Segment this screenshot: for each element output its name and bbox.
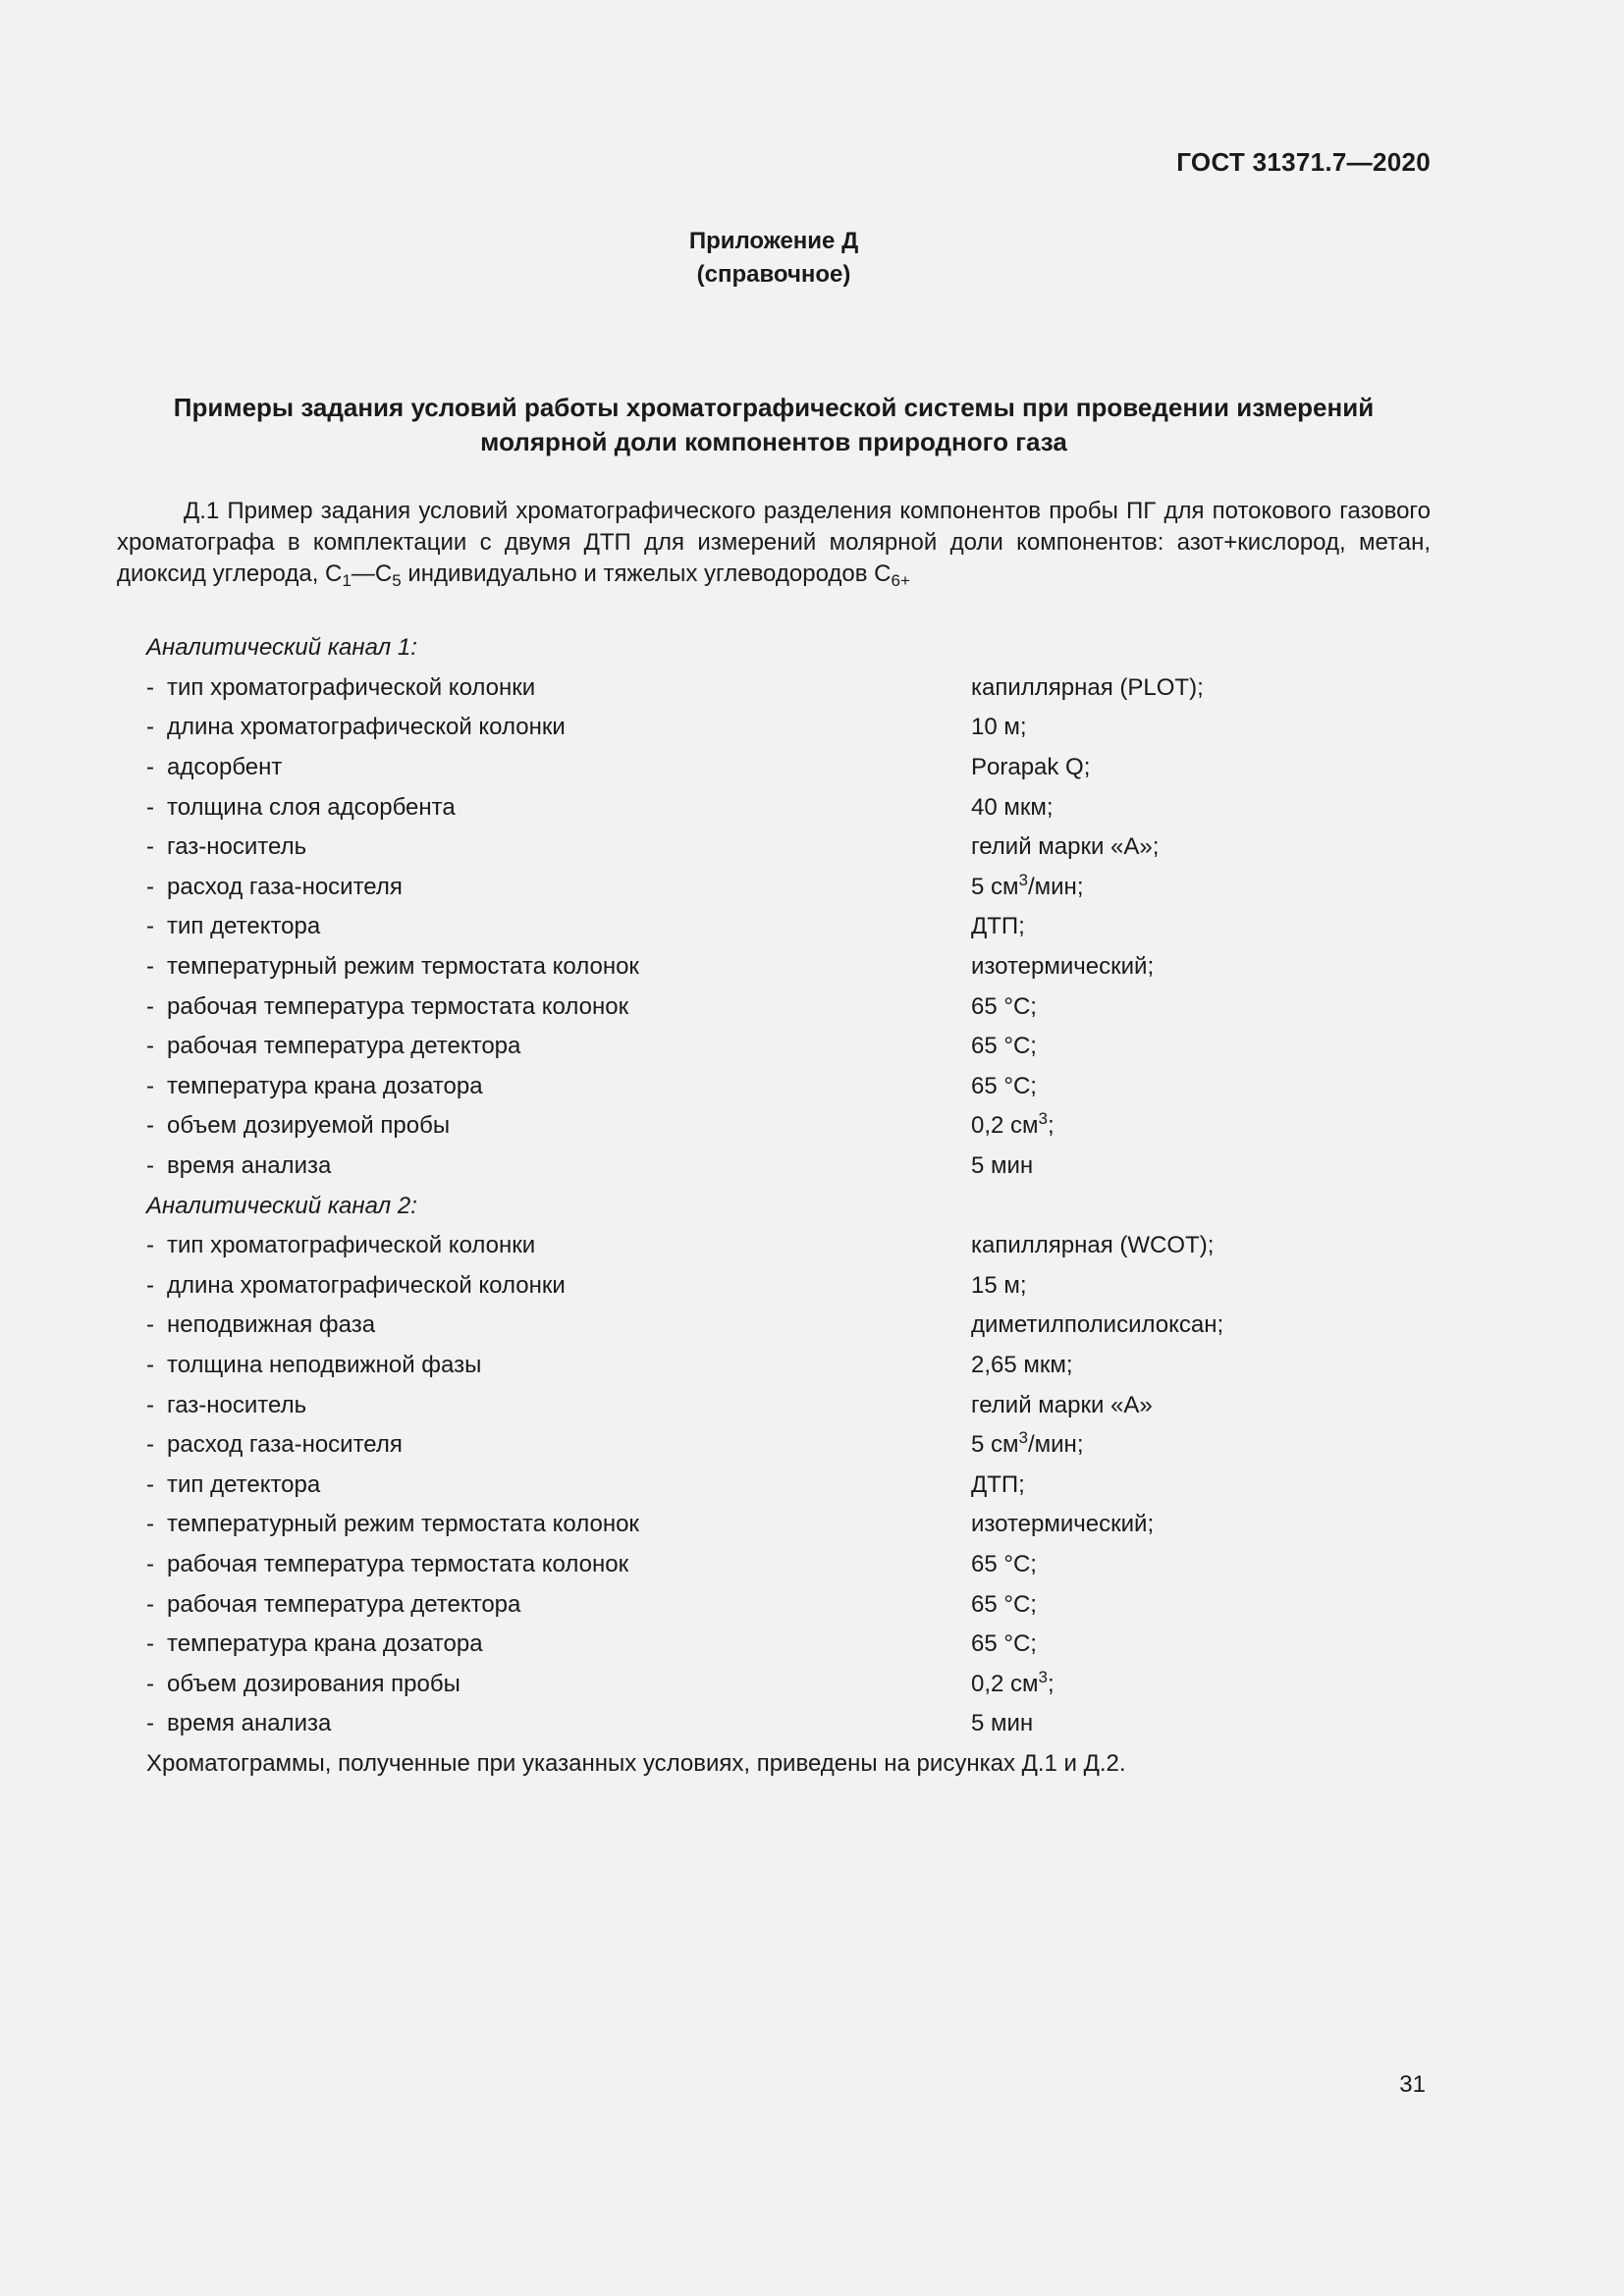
spec-label: [146, 754, 971, 781]
spec-label: [146, 1431, 971, 1459]
dash-marker: -: [146, 754, 154, 781]
appendix-type: (справочное): [696, 261, 851, 288]
dash-marker: -: [146, 1670, 154, 1697]
dash-marker: -: [146, 1072, 154, 1099]
value-superscript: 3: [1038, 1109, 1048, 1129]
spec-value: капиллярная (PLOT);: [971, 673, 1204, 701]
spec-row: [146, 868, 1442, 908]
spec-label: [146, 674, 971, 702]
intro-text: Д.1 Пример задания условий хроматографического разделения компонентов пробы ПГ для потокового газового хроматографа в комплектации с двумя ДТП для измерений молярной доли компонентов: азот+кислород, метан, диоксид углерода, С: [117, 498, 1431, 587]
spec-label-text: тип детектора: [167, 913, 321, 940]
spec-label-text: длина хроматографической колонки: [167, 714, 566, 741]
spec-row: [146, 1266, 1442, 1307]
dash-marker: -: [146, 1271, 154, 1299]
dash-marker: -: [146, 1152, 154, 1180]
spec-label-text: объем дозируемой пробы: [167, 1112, 451, 1140]
spec-label-text: рабочая температура детектора: [167, 1590, 521, 1618]
value-text: 0,2 см: [971, 1670, 1039, 1697]
spec-row: [146, 1106, 1442, 1147]
value-superscript: 3: [1038, 1667, 1048, 1686]
spec-row: [146, 1067, 1442, 1107]
spec-label-text: температура крана дозатора: [167, 1630, 483, 1658]
spec-row: [146, 1545, 1442, 1585]
spec-row: [146, 708, 1442, 748]
spec-label-text: температурный режим термостата колонок: [167, 953, 639, 981]
spec-row: [146, 1704, 1442, 1744]
dash-marker: -: [146, 953, 154, 981]
spec-label-text: адсорбент: [167, 754, 283, 781]
spec-label-text: расход газа-носителя: [167, 1431, 403, 1459]
spec-row: [146, 1505, 1442, 1545]
value-text: ;: [1048, 1112, 1055, 1140]
spec-row: [146, 1385, 1442, 1425]
spec-value: гелий марки «А»;: [971, 833, 1160, 861]
spec-row: [146, 1147, 1442, 1187]
value-text: 0,2 см: [971, 1112, 1039, 1140]
spec-row: [146, 1625, 1442, 1665]
appendix-title: Приложение Д: [688, 228, 859, 254]
value-text: /мин;: [1027, 873, 1084, 900]
dash-marker: -: [146, 913, 154, 940]
spec-row: [146, 947, 1442, 988]
spec-row: [146, 1226, 1442, 1266]
chromatogram-note: Хроматограммы, полученные при указанных условиях, приведены на рисунках Д.1 и Д.2.: [146, 1749, 1126, 1777]
page-number: 31: [1399, 2071, 1426, 2098]
value-text: /мин;: [1027, 1431, 1084, 1459]
spec-label-text: рабочая температура термостата колонок: [167, 1550, 629, 1577]
dash-marker: -: [146, 793, 154, 821]
spec-value: 2,65 мкм;: [971, 1351, 1073, 1378]
spec-label-text: рабочая температура детектора: [167, 1033, 521, 1060]
spec-label: [146, 1710, 971, 1737]
spec-value: [971, 1109, 1055, 1140]
spec-label-text: температура крана дозатора: [167, 1072, 483, 1099]
spec-label: [146, 1272, 971, 1300]
spec-row: [146, 1027, 1442, 1067]
spec-label-text: толщина слоя адсорбента: [167, 793, 456, 821]
spec-row: [146, 907, 1442, 947]
intro-text-middle: индивидуально и тяжелых углеводородов С: [401, 561, 892, 587]
value-superscript: 3: [1018, 1428, 1028, 1448]
spec-row: [146, 1465, 1442, 1505]
spec-value: 65 °С;: [971, 1630, 1037, 1658]
spec-label-text: газ-носитель: [167, 833, 307, 861]
spec-value: 5 мин: [971, 1152, 1034, 1180]
spec-row: [146, 1425, 1442, 1466]
spec-label: [146, 1392, 971, 1419]
spec-value: гелий марки «А»: [971, 1391, 1153, 1418]
spec-label-text: рабочая температура термостата колонок: [167, 992, 629, 1020]
dash-marker: -: [146, 1710, 154, 1737]
dash-marker: -: [146, 1351, 154, 1378]
dash-marker: -: [146, 1232, 154, 1259]
value-superscript: 3: [1018, 870, 1028, 889]
spec-value: 65 °С;: [971, 992, 1037, 1020]
spec-label-text: температурный режим термостата колонок: [167, 1511, 639, 1538]
spec-value: Porapak Q;: [971, 754, 1091, 781]
spec-label: [146, 1591, 971, 1619]
spec-row: [146, 668, 1442, 709]
spec-label-text: тип хроматографической колонки: [167, 673, 536, 701]
dash-marker: -: [146, 833, 154, 861]
spec-row: [146, 987, 1442, 1027]
dash-marker: -: [146, 1391, 154, 1418]
spec-list: [146, 628, 1442, 1784]
spec-label-text: длина хроматографической колонки: [167, 1271, 566, 1299]
spec-label: [146, 1551, 971, 1578]
dash-marker: -: [146, 1590, 154, 1618]
spec-value: изотермический;: [971, 1511, 1155, 1538]
dash-marker: -: [146, 673, 154, 701]
spec-value: 5 мин: [971, 1710, 1034, 1737]
document-code: ГОСТ 31371.7—2020: [1176, 147, 1431, 177]
dash-marker: -: [146, 1470, 154, 1498]
intro-subscript-5: 5: [392, 571, 402, 590]
spec-label: [146, 1073, 971, 1100]
spec-row: [146, 1306, 1442, 1346]
spec-value: [971, 870, 1084, 901]
spec-value: диметилполисилоксан;: [971, 1311, 1224, 1339]
spec-value: капиллярная (WCOT);: [971, 1232, 1215, 1259]
spec-label-text: тип детектора: [167, 1470, 321, 1498]
spec-row: [146, 748, 1442, 788]
spec-value: [971, 1428, 1084, 1459]
spec-value: 65 °С;: [971, 1033, 1037, 1060]
spec-value: [971, 1667, 1055, 1698]
spec-label: [146, 1033, 971, 1060]
spec-value: 65 °С;: [971, 1590, 1037, 1618]
spec-value: изотермический;: [971, 953, 1155, 981]
value-text: ;: [1048, 1670, 1055, 1697]
spec-label-text: тип хроматографической колонки: [167, 1232, 536, 1259]
spec-row: [146, 1584, 1442, 1625]
channel-1-heading: Аналитический канал 1:: [146, 634, 417, 662]
spec-row: [146, 828, 1442, 868]
spec-label: [146, 913, 971, 940]
spec-value: ДТП;: [971, 913, 1025, 940]
dash-marker: -: [146, 1431, 154, 1459]
spec-value: 15 м;: [971, 1271, 1027, 1299]
dash-marker: -: [146, 1112, 154, 1140]
spec-label-text: объем дозирования пробы: [167, 1670, 460, 1697]
spec-label: [146, 1511, 971, 1538]
spec-label: [146, 1152, 971, 1180]
spec-label: [146, 794, 971, 822]
dash-marker: -: [146, 1033, 154, 1060]
intro-subscript-6plus: 6+: [891, 571, 910, 590]
spec-value: 10 м;: [971, 714, 1027, 741]
spec-label: [146, 1671, 971, 1698]
spec-value: 65 °С;: [971, 1072, 1037, 1099]
intro-dash: —С: [351, 561, 393, 587]
spec-label-text: неподвижная фаза: [167, 1311, 376, 1339]
spec-row: [146, 787, 1442, 828]
dash-marker: -: [146, 873, 154, 900]
spec-label: [146, 1112, 971, 1140]
spec-label: [146, 714, 971, 741]
intro-paragraph: [117, 496, 1431, 590]
dash-marker: -: [146, 714, 154, 741]
spec-label: [146, 1232, 971, 1259]
spec-label-text: расход газа-носителя: [167, 873, 403, 900]
spec-value: ДТП;: [971, 1470, 1025, 1498]
dash-marker: -: [146, 1311, 154, 1339]
spec-label: [146, 993, 971, 1021]
appendix-heading: [0, 225, 1547, 292]
spec-row: [146, 1664, 1442, 1704]
dash-marker: -: [146, 1630, 154, 1658]
spec-label: [146, 833, 971, 861]
section-title-line-1: Примеры задания условий работы хроматографической системы при проведении измерений: [173, 393, 1375, 422]
dash-marker: -: [146, 992, 154, 1020]
section-title-line-2: молярной доли компонентов природного газа: [480, 427, 1067, 456]
spec-label: [146, 1311, 971, 1339]
spec-label-text: газ-носитель: [167, 1391, 307, 1418]
spec-label: [146, 874, 971, 901]
spec-label: [146, 1630, 971, 1658]
spec-value: 65 °С;: [971, 1550, 1037, 1577]
spec-value: 40 мкм;: [971, 793, 1054, 821]
spec-label: [146, 1471, 971, 1499]
spec-label: [146, 1352, 971, 1379]
dash-marker: -: [146, 1511, 154, 1538]
spec-label: [146, 953, 971, 981]
spec-row: [146, 1346, 1442, 1386]
spec-label-text: толщина неподвижной фазы: [167, 1351, 482, 1378]
value-text: 5 см: [971, 873, 1019, 900]
intro-subscript-1: 1: [342, 571, 352, 590]
spec-label-text: время анализа: [167, 1710, 332, 1737]
channel-2-heading: Аналитический канал 2:: [146, 1192, 417, 1219]
value-text: 5 см: [971, 1431, 1019, 1459]
section-title: [118, 391, 1430, 459]
dash-marker: -: [146, 1550, 154, 1577]
spec-label-text: время анализа: [167, 1152, 332, 1180]
